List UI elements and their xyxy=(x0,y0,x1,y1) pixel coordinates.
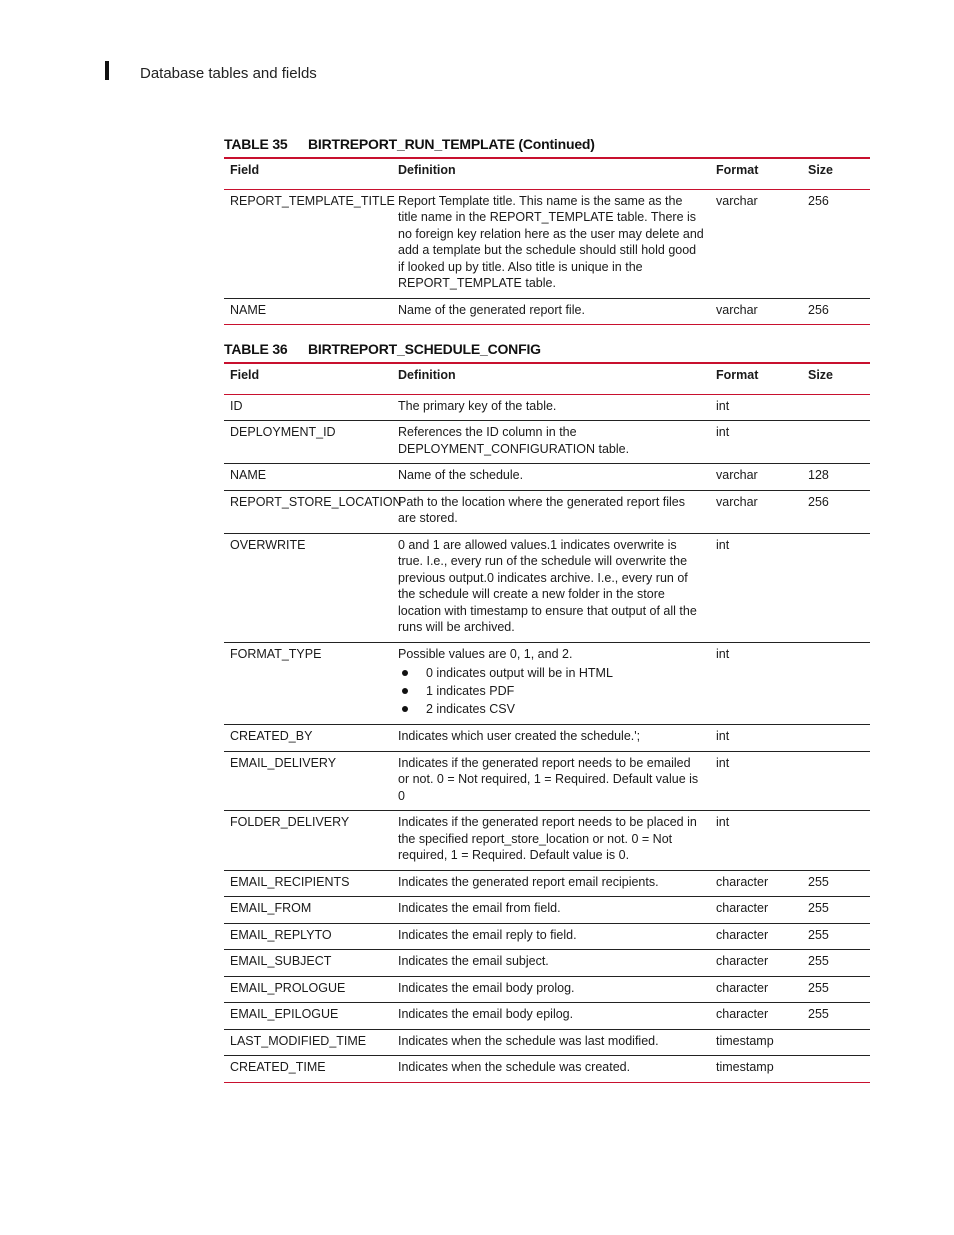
definition-text: Possible values are 0, 1, and 2. xyxy=(398,646,573,661)
table36-caption xyxy=(224,341,541,357)
table-row xyxy=(224,950,870,977)
cell-field: REPORT_STORE_LOCATION xyxy=(230,494,402,509)
cell-format: timestamp xyxy=(716,1060,774,1074)
table-row xyxy=(224,642,870,725)
cell-size: 255 xyxy=(808,980,829,995)
cell-field: NAME xyxy=(230,302,267,317)
table-row xyxy=(224,490,870,533)
table-row xyxy=(224,1003,870,1030)
table-row xyxy=(224,394,870,421)
cell-size xyxy=(802,1056,870,1083)
table36-title: BIRTREPORT_SCHEDULE_CONFIG xyxy=(308,341,541,357)
cell-field: OVERWRITE xyxy=(230,537,306,552)
cell-format: int xyxy=(716,646,730,661)
column-header-field: Field xyxy=(230,368,260,382)
cell-size xyxy=(802,533,870,642)
table36-header-row xyxy=(224,363,870,394)
cell-format: int xyxy=(716,537,730,552)
table-row xyxy=(224,811,870,871)
table-row xyxy=(224,1056,870,1083)
cell-format: int xyxy=(716,729,730,743)
cell-field: NAME xyxy=(230,468,267,482)
cell-definition: Name of the schedule. xyxy=(398,468,524,482)
cell-field: FOLDER_DELIVERY xyxy=(230,815,350,829)
cell-field: CREATED_TIME xyxy=(230,1060,326,1074)
cell-definition: Indicates the email reply to field. xyxy=(398,927,577,942)
cell-format: varchar xyxy=(716,193,758,208)
cell-definition: Path to the location where the generated report files are stored. xyxy=(398,494,685,525)
cell-field: DEPLOYMENT_ID xyxy=(230,425,336,439)
cell-field: EMAIL_FROM xyxy=(230,901,312,915)
table-row xyxy=(224,870,870,897)
table36 xyxy=(224,362,870,1083)
running-header: Database tables and fields xyxy=(140,65,317,82)
column-header-definition: Definition xyxy=(398,163,456,177)
cell-field: LAST_MODIFIED_TIME xyxy=(230,1033,367,1048)
cell-size: 255 xyxy=(808,1007,829,1021)
cell-size: 256 xyxy=(808,302,829,317)
column-header-size: Size xyxy=(808,163,834,177)
column-header-format: Format xyxy=(716,368,759,382)
cell-field: EMAIL_PROLOGUE xyxy=(230,980,346,995)
cell-size: 255 xyxy=(808,874,829,889)
cell-format: varchar xyxy=(716,494,758,509)
cell-size xyxy=(802,811,870,871)
column-header-size: Size xyxy=(808,368,834,382)
margin-change-bar xyxy=(105,61,109,80)
column-header-field: Field xyxy=(230,163,260,177)
cell-definition: Indicates the email subject. xyxy=(398,954,549,968)
table-row xyxy=(224,421,870,464)
table36-label: TABLE 36 xyxy=(224,341,288,357)
cell-field: EMAIL_DELIVERY xyxy=(230,755,337,770)
cell-definition: References the ID column in the DEPLOYMENT_CONFIGURATION table. xyxy=(398,425,630,456)
column-header-format: Format xyxy=(716,163,759,177)
cell-definition: Indicates the email from field. xyxy=(398,901,561,915)
bullet-item: 0 indicates output will be in HTML xyxy=(398,664,704,682)
cell-size xyxy=(802,725,870,752)
bullet-list xyxy=(398,664,704,718)
table-row xyxy=(224,923,870,950)
cell-size xyxy=(802,751,870,811)
table35 xyxy=(224,157,870,325)
cell-size xyxy=(802,642,870,725)
table-row xyxy=(224,464,870,491)
table-row xyxy=(224,976,870,1003)
table35-label: TABLE 35 xyxy=(224,136,288,152)
cell-format: varchar xyxy=(716,302,758,317)
table35-caption xyxy=(224,136,595,152)
cell-definition: Report Template title. This name is the same as the title name in the REPORT_TEMPLATE table. There is no foreign key relation here as the user may delete and add a template but the schedule should still hold good if looked up by title. Also title is unique in the REPORT_TEMPLATE table. xyxy=(398,193,704,290)
cell-definition: Indicates when the schedule was created. xyxy=(398,1060,631,1074)
cell-definition: Indicates if the generated report needs to be placed in the specified report_store_location or not. 0 = Not required, 1 = Required. Default value is 0. xyxy=(398,815,697,862)
cell-definition: Indicates the generated report email recipients. xyxy=(398,874,659,889)
cell-format: timestamp xyxy=(716,1033,774,1048)
table-row xyxy=(224,725,870,752)
cell-size: 256 xyxy=(808,193,829,208)
cell-field: EMAIL_REPLYTO xyxy=(230,927,332,942)
cell-size xyxy=(802,394,870,421)
cell-format: character xyxy=(716,927,769,942)
cell-size: 255 xyxy=(808,901,829,915)
table-row xyxy=(224,897,870,924)
cell-definition: Indicates the email body prolog. xyxy=(398,980,575,995)
cell-format: int xyxy=(716,425,730,439)
table-row xyxy=(224,189,870,298)
cell-size: 255 xyxy=(808,927,829,942)
cell-format: character xyxy=(716,1007,769,1021)
cell-format: character xyxy=(716,874,769,889)
cell-format: character xyxy=(716,980,769,995)
column-header-definition: Definition xyxy=(398,368,456,382)
table-row xyxy=(224,298,870,325)
cell-field: CREATED_BY xyxy=(230,729,313,743)
cell-format: character xyxy=(716,954,769,968)
cell-format: int xyxy=(716,755,730,770)
cell-format: character xyxy=(716,901,769,915)
cell-definition: Name of the generated report file. xyxy=(398,302,585,317)
bullet-item: 1 indicates PDF xyxy=(398,682,704,700)
cell-field: EMAIL_RECIPIENTS xyxy=(230,874,350,889)
cell-definition: Indicates which user created the schedule.'; xyxy=(398,729,641,743)
cell-definition: 0 and 1 are allowed values.1 indicates overwrite is true. I.e., every run of the schedule will overwrite the previous output.0 indicates archive. I.e., every run of the schedule will create a new folder in the store location with timestamp to ensure that output of all the runs will be archived. xyxy=(398,537,697,634)
bullet-item: 2 indicates CSV xyxy=(398,700,704,718)
cell-field: EMAIL_SUBJECT xyxy=(230,954,332,968)
table35-title: BIRTREPORT_RUN_TEMPLATE (Continued) xyxy=(308,136,595,152)
cell-field: ID xyxy=(230,398,243,413)
cell-field: REPORT_TEMPLATE_TITLE xyxy=(230,193,395,208)
cell-definition: Indicates when the schedule was last modified. xyxy=(398,1033,659,1048)
cell-size xyxy=(802,1029,870,1056)
cell-definition: The primary key of the table. xyxy=(398,398,557,413)
cell-field: FORMAT_TYPE xyxy=(230,646,322,661)
table35-header-row xyxy=(224,158,870,189)
cell-format: varchar xyxy=(716,468,758,482)
cell-definition: Indicates if the generated report needs to be emailed or not. 0 = Not required, 1 = Required. Default value is 0 xyxy=(398,755,699,803)
cell-size: 128 xyxy=(808,468,829,482)
cell-definition: Indicates the email body epilog. xyxy=(398,1007,574,1021)
table-row xyxy=(224,1029,870,1056)
cell-size: 256 xyxy=(808,494,829,509)
cell-field: EMAIL_EPILOGUE xyxy=(230,1007,339,1021)
cell-size: 255 xyxy=(808,954,829,968)
cell-format: int xyxy=(716,815,730,829)
table-row xyxy=(224,751,870,811)
cell-size xyxy=(802,421,870,464)
table-row xyxy=(224,533,870,642)
cell-definition xyxy=(392,642,710,725)
cell-format: int xyxy=(716,398,730,413)
